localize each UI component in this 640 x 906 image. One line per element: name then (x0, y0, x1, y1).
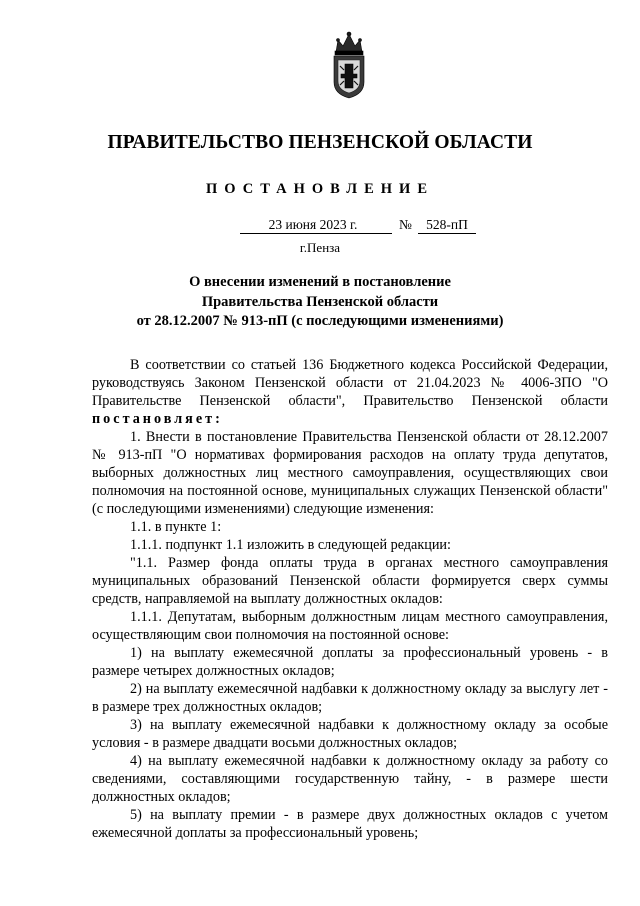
title-line-3: от 28.12.2007 № 913-пП (с последующими изменениями) (136, 313, 504, 329)
paragraph-2: 1.1. в пункте 1: (130, 519, 222, 535)
number-sign: № (399, 217, 412, 232)
title-line-1: О внесении изменений в постановление (189, 274, 451, 290)
organization-name: ПРАВИТЕЛЬСТВО ПЕНЗЕНСКОЙ ОБЛАСТИ (107, 132, 533, 153)
intro-text: В соответствии со статьей 136 Бюджетного кодекса Российской Федерации, руководствуясь Законом Пензенской области от 21.04.2023 № 4006-ЗПО "О Правительстве Пензенской области", Правительство Пензенской области (92, 357, 608, 409)
document-body (92, 356, 608, 842)
document-date: 23 июня 2023 г. (240, 217, 392, 234)
paragraph-1: 1. Внести в постановление Правительства Пензенской области от 28.12.2007 № 913-пП "О нормативах формирования расходов на оплату труда депутатов, выборных должностных лиц местного самоуправления, осуществляющих свои полномочия на постоянной основе, муниципальных служащих Пензенской области" (с последующими изменениями) следующие изменения: (92, 429, 608, 517)
paragraph-6: 1) на выплату ежемесячной доплаты за профессиональный уровень - в размере четырех должностных окладов; (92, 645, 608, 679)
paragraph-9: 4) на выплату ежемесячной надбавки к должностному окладу за работу со сведениями, составляющими государственную тайну, - в размере шести должностных окладов; (92, 753, 608, 805)
paragraph-8: 3) на выплату ежемесячной надбавки к должностному окладу за особые условия - в размере двадцати восьми должностных окладов; (92, 717, 608, 751)
paragraph-5: 1.1.1. Депутатам, выборным должностным лицам местного самоуправления, осуществляющим свои полномочия на постоянной основе: (92, 609, 608, 643)
intro-paragraph (92, 356, 608, 428)
document-number: 528-пП (418, 217, 476, 234)
document-title (100, 273, 540, 332)
date-number-line (0, 217, 640, 237)
document-type: ПОСТАНОВЛЕНИЕ (205, 181, 434, 197)
paragraph-3: 1.1.1. подпункт 1.1 изложить в следующей редакции: (130, 537, 451, 553)
paragraph-4: "1.1. Размер фонда оплаты труда в органах местного самоуправления муниципальных образований Пензенской области формируется сверх суммы средств, направляемой на выплату должностных окладов: (92, 555, 608, 607)
paragraph-7: 2) на выплату ежемесячной надбавки к должностному окладу за выслугу лет - в размере трех должностных окладов; (92, 681, 608, 715)
coat-of-arms-icon (326, 30, 372, 100)
title-line-2: Правительства Пензенской области (201, 293, 439, 310)
resolves-word: постановляет: (92, 411, 223, 427)
paragraph-10: 5) на выплату премии - в размере двух должностных окладов с учетом ежемесячной доплаты за профессиональный уровень; (92, 807, 608, 841)
city: г.Пенза (299, 240, 341, 255)
